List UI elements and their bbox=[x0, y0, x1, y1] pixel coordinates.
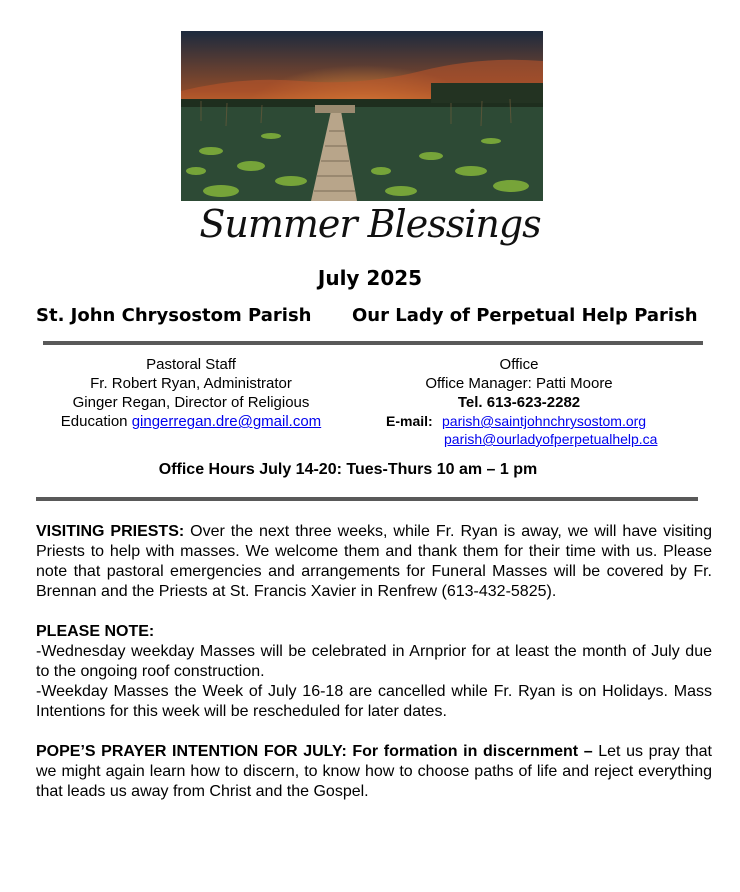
office-phone: Tel. 613-623-2282 bbox=[457, 394, 581, 411]
divider bbox=[36, 497, 698, 501]
pope-intention-section bbox=[36, 742, 712, 802]
pope-intention-subheading: For formation in discernment – bbox=[346, 743, 593, 760]
issue-date: July 2025 bbox=[317, 266, 423, 290]
staff-education-prefix: Education bbox=[60, 413, 132, 430]
please-note-item-1: -Wednesday weekday Masses will be celebrated in Arnprior for at least the month of July due to the ongoing roof construction. bbox=[36, 643, 712, 680]
script-title: Summer Blessings bbox=[199, 202, 541, 246]
visiting-priests-section bbox=[36, 522, 712, 602]
email-label: E-mail: bbox=[386, 413, 433, 429]
header-photo bbox=[181, 31, 543, 201]
office-block bbox=[386, 355, 686, 448]
visiting-priests-text: Over the next three weeks, while Fr. Ryan is away, we will have visiting Priests to help with masses. We welcome them and thank them for their time with us. Please note that pastoral emergencies and arrangements for Funeral Masses will be covered by Fr. Brennan and the Priests at St. Francis Xavier in Renfrew (613-432-5825). bbox=[36, 523, 712, 600]
pastoral-staff-block bbox=[30, 355, 352, 431]
sunset-dock-lake-photo bbox=[181, 31, 543, 201]
staff-administrator: Fr. Robert Ryan, Administrator bbox=[90, 375, 292, 392]
office-email-row-2 bbox=[386, 430, 686, 448]
divider bbox=[43, 341, 703, 345]
pope-intention-heading: POPE’S PRAYER INTENTION FOR JULY: bbox=[36, 743, 347, 760]
office-email-link-1[interactable]: parish@saintjohnchrysostom.org bbox=[442, 413, 647, 429]
office-hours-text: Office Hours July 14-20: Tues-Thurs 10 am – 1 pm bbox=[158, 461, 538, 478]
staff-email-link[interactable]: gingerregan.dre@gmail.com bbox=[131, 413, 322, 430]
please-note-heading: PLEASE NOTE: bbox=[36, 623, 155, 640]
office-manager: Office Manager: Patti Moore bbox=[425, 375, 613, 392]
parish-name-left: St. John Chrysostom Parish bbox=[36, 305, 312, 326]
visiting-priests-heading: VISITING PRIESTS: bbox=[36, 523, 185, 540]
staff-education-line bbox=[30, 412, 352, 431]
please-note-item-2: -Weekday Masses the Week of July 16-18 are cancelled while Fr. Ryan is on Holidays. Mass Intentions for this week will be rescheduled for later dates. bbox=[36, 683, 712, 720]
pope-intention-text: Let us pray that we might again learn how to discern, to know how to choose paths of life and reject everything that leads us away from Christ and the Gospel. bbox=[36, 743, 713, 800]
parish-name-right: Our Lady of Perpetual Help Parish bbox=[352, 305, 698, 326]
bulletin-body bbox=[36, 522, 712, 822]
office-heading: Office bbox=[499, 356, 539, 373]
office-hours bbox=[0, 461, 740, 479]
please-note-section bbox=[36, 622, 712, 722]
office-email-row bbox=[386, 412, 686, 430]
staff-director: Ginger Regan, Director of Religious bbox=[72, 394, 310, 411]
office-email-link-2[interactable]: parish@ourladyofperpetualhelp.ca bbox=[444, 431, 658, 447]
staff-heading: Pastoral Staff bbox=[146, 356, 236, 373]
